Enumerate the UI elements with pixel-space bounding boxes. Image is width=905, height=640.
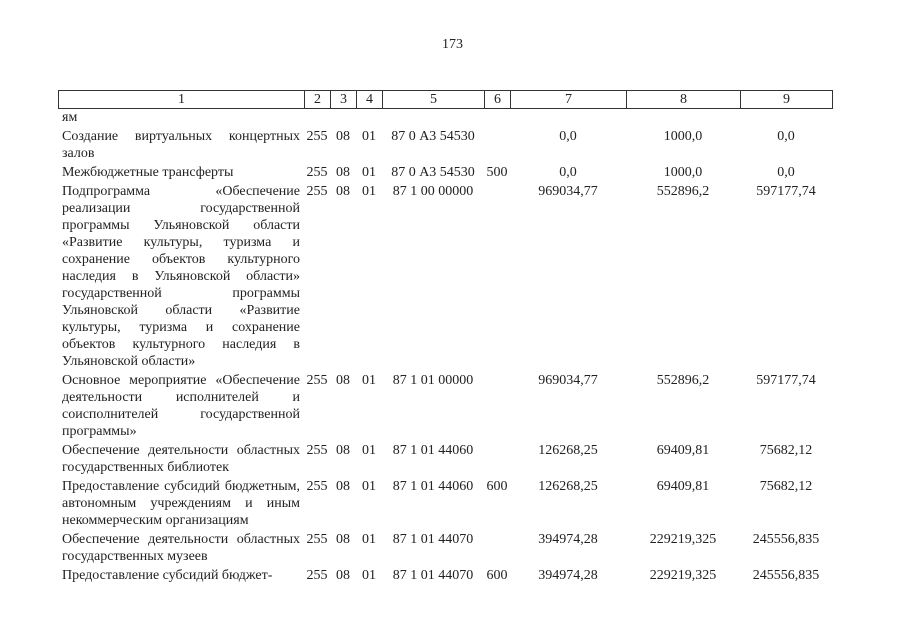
table-row	[58, 182, 832, 371]
row-col-4: 01	[362, 443, 376, 458]
table-row	[58, 108, 832, 127]
row-col-4: 01	[362, 532, 376, 547]
row-col-9	[740, 108, 832, 127]
row-col-5: 87 1 01 00000	[392, 373, 474, 388]
row-name: ям	[62, 110, 78, 125]
row-col-3: 08	[336, 443, 350, 458]
column-header-table	[58, 90, 833, 109]
row-col-5: 87 1 00 00000	[392, 184, 474, 199]
row-col-4: 01	[362, 568, 376, 583]
row-col-6: 500	[486, 165, 508, 180]
row-col-6	[484, 127, 510, 163]
row-name: Обеспечение деятельности областных государственных библиотек	[62, 443, 300, 475]
row-col-2: 255	[306, 443, 328, 458]
row-name: Предоставление субсидий бюджет-	[62, 568, 273, 583]
budget-table	[58, 108, 832, 585]
row-col-7: 969034,77	[538, 184, 598, 199]
row-col-2: 255	[306, 568, 328, 583]
row-col-8: 229219,325	[649, 568, 717, 583]
row-col-3: 08	[336, 165, 350, 180]
row-col-2: 255	[306, 532, 328, 547]
row-col-2: 255	[306, 165, 328, 180]
row-col-5: 87 1 01 44070	[392, 532, 474, 547]
row-col-5: 87 0 А3 54530	[391, 165, 475, 180]
row-col-9: 597177,74	[756, 184, 816, 199]
row-col-5: 87 0 А3 54530	[391, 129, 475, 144]
row-col-8: 69409,81	[656, 443, 710, 458]
table-row	[58, 530, 832, 566]
header-col-7: 7	[511, 91, 627, 109]
row-col-6	[484, 108, 510, 127]
row-name: Основное мероприятие «Обеспечение деятельности исполнителей и соисполнителей государственной программы»	[62, 373, 300, 439]
header-col-2: 2	[305, 91, 331, 109]
row-col-8: 552896,2	[656, 184, 710, 199]
row-col-5: 87 1 01 44070	[392, 568, 474, 583]
row-col-9: 597177,74	[756, 373, 816, 388]
row-col-7: 969034,77	[538, 373, 598, 388]
header-row	[59, 91, 833, 109]
row-col-4: 01	[362, 129, 376, 144]
header-col-4: 4	[357, 91, 383, 109]
row-col-7: 126268,25	[538, 479, 598, 494]
header-col-3: 3	[331, 91, 357, 109]
row-col-3: 08	[336, 479, 350, 494]
row-col-3: 08	[336, 373, 350, 388]
header-col-5: 5	[383, 91, 485, 109]
row-col-2: 255	[306, 479, 328, 494]
row-name: Создание виртуальных концертных залов	[62, 129, 300, 161]
table-row	[58, 441, 832, 477]
header-col-1: 1	[59, 91, 305, 109]
row-name: Подпрограмма «Обеспечение реализации государственной программы Ульяновской области «Развитие культуры, туризма и сохранение объектов культурного наследия в Ульяновской области» государственной программы Ульяновской области «Развитие культуры, туризма и сохранение объектов культурного наследия в Ульяновской области»	[62, 184, 300, 369]
row-col-6	[484, 441, 510, 477]
row-col-5: 87 1 01 44060	[392, 443, 474, 458]
row-col-6	[484, 530, 510, 566]
row-col-2	[304, 108, 330, 127]
header-col-8: 8	[627, 91, 741, 109]
row-col-9: 0,0	[777, 165, 795, 180]
row-col-9: 75682,12	[759, 479, 813, 494]
row-col-7: 126268,25	[538, 443, 598, 458]
page-number: 173	[442, 37, 463, 52]
row-col-7: 0,0	[559, 129, 577, 144]
row-col-2: 255	[306, 373, 328, 388]
row-col-3: 08	[336, 568, 350, 583]
header-col-6: 6	[485, 91, 511, 109]
row-col-8: 552896,2	[656, 373, 710, 388]
row-col-6: 600	[486, 568, 508, 583]
row-col-8: 1000,0	[663, 165, 703, 180]
row-col-7: 394974,28	[538, 532, 598, 547]
row-col-5: 87 1 01 44060	[392, 479, 474, 494]
row-col-9: 245556,835	[752, 568, 820, 583]
header-col-9: 9	[741, 91, 833, 109]
table-row	[58, 163, 832, 182]
row-col-3	[330, 108, 356, 127]
row-name: Обеспечение деятельности областных государственных музеев	[62, 532, 300, 564]
row-name: Межбюджетные трансферты	[62, 165, 234, 180]
row-col-9: 75682,12	[759, 443, 813, 458]
row-col-6: 600	[486, 479, 508, 494]
row-col-9: 245556,835	[752, 532, 820, 547]
row-col-8: 1000,0	[663, 129, 703, 144]
row-col-4: 01	[362, 373, 376, 388]
row-col-8	[626, 108, 740, 127]
table-row	[58, 477, 832, 530]
row-col-4	[356, 108, 382, 127]
row-col-4: 01	[362, 165, 376, 180]
table-row	[58, 371, 832, 441]
row-col-5	[382, 108, 484, 127]
row-col-6	[484, 371, 510, 441]
row-col-2: 255	[306, 184, 328, 199]
row-col-2: 255	[306, 129, 328, 144]
row-col-7	[510, 108, 626, 127]
row-col-8: 229219,325	[649, 532, 717, 547]
row-col-3: 08	[336, 532, 350, 547]
row-col-4: 01	[362, 184, 376, 199]
table-row	[58, 127, 832, 163]
row-col-3: 08	[336, 129, 350, 144]
row-col-7: 0,0	[559, 165, 577, 180]
row-col-8: 69409,81	[656, 479, 710, 494]
row-col-3: 08	[336, 184, 350, 199]
row-col-6	[484, 182, 510, 371]
row-col-9: 0,0	[777, 129, 795, 144]
row-col-7: 394974,28	[538, 568, 598, 583]
row-name: Предоставление субсидий бюджетным, автономным учреждениям и иным некоммерческим организациям	[62, 479, 300, 528]
row-col-4: 01	[362, 479, 376, 494]
table-row	[58, 566, 832, 585]
